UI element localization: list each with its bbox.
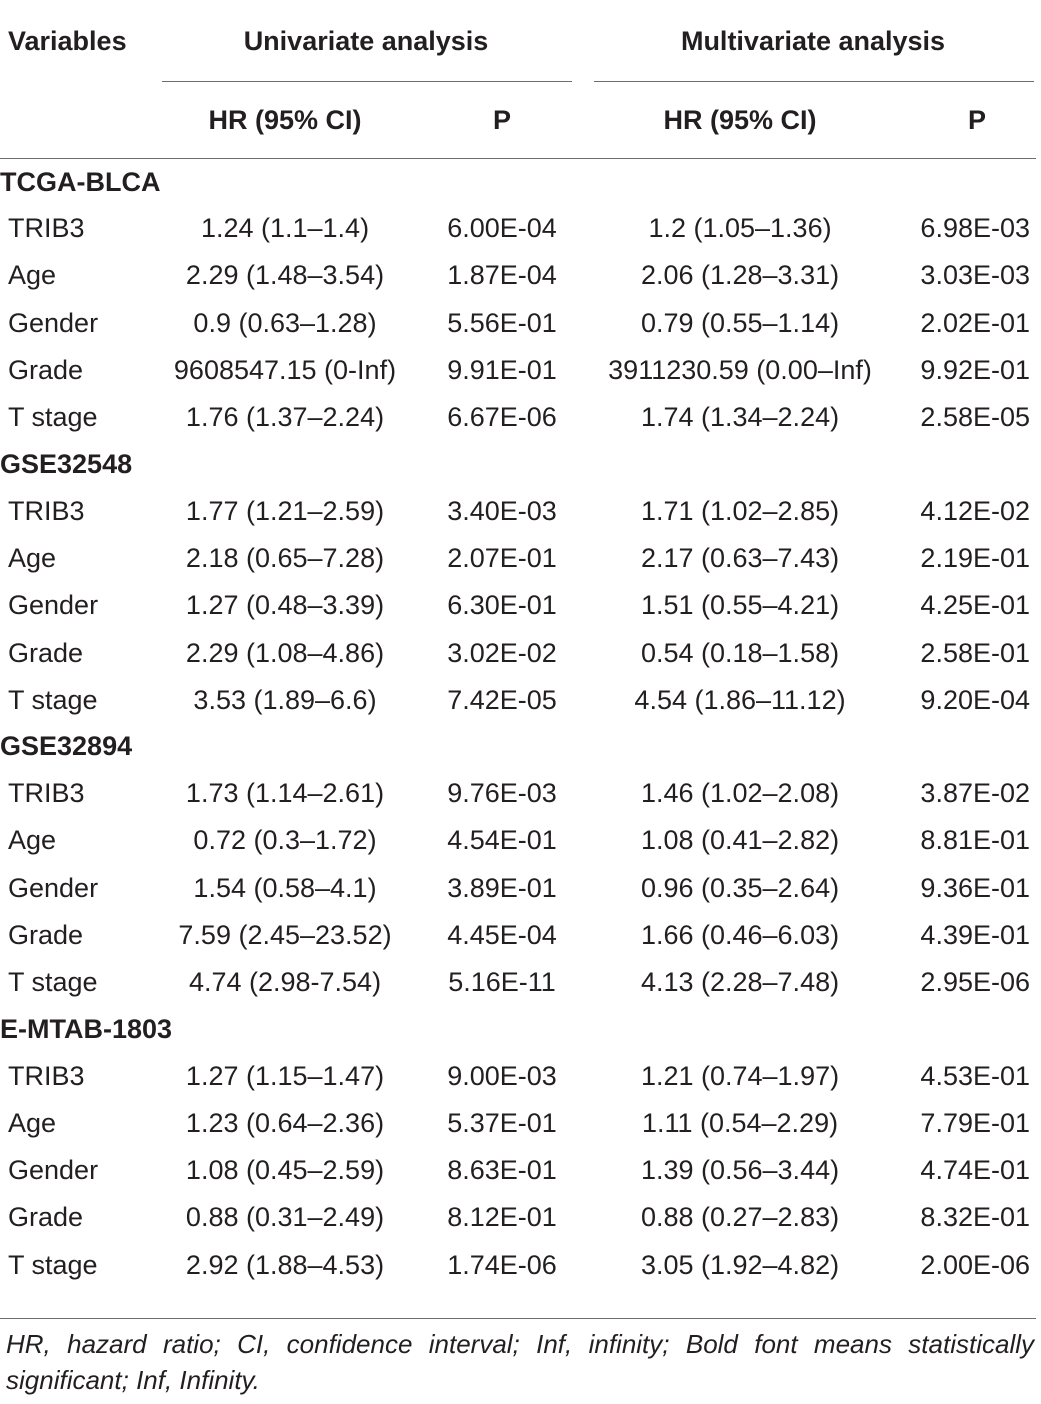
multivariate-hr-cell: 1.2 (1.05–1.36) — [648, 213, 832, 244]
multivariate-p-cell: 4.25E-01 — [920, 590, 1031, 621]
column-gap — [574, 629, 590, 676]
variable-cell: TRIB3 — [8, 778, 85, 809]
column-gap — [574, 959, 590, 1006]
univariate-hr-cell: 4.74 (2.98-7.54) — [188, 967, 382, 998]
table-row — [0, 1100, 1036, 1147]
cohort-header-row — [0, 441, 1036, 487]
table-row — [0, 1147, 1036, 1194]
univariate-hr-cell: 0.9 (0.63–1.28) — [193, 307, 377, 338]
multivariate-p-cell: 2.95E-06 — [920, 967, 1031, 998]
multivariate-header — [590, 0, 1036, 82]
univariate-hr-cell: 2.92 (1.88–4.53) — [185, 1249, 385, 1280]
univariate-hr-cell: 1.77 (1.21–2.59) — [185, 495, 385, 526]
multivariate-hr-cell: 1.46 (1.02–2.08) — [640, 778, 840, 809]
multivariate-hr-cell: 1.39 (0.56–3.44) — [640, 1155, 840, 1186]
table-row — [0, 252, 1036, 299]
univariate-hr-cell: 2.29 (1.08–4.86) — [185, 637, 385, 668]
univariate-hr-cell: 3.53 (1.89–6.6) — [193, 684, 377, 715]
column-gap — [574, 677, 590, 724]
univariate-p-cell: 3.02E-02 — [447, 637, 557, 668]
column-gap — [574, 582, 590, 629]
multivariate-p-cell: 4.74E-01 — [920, 1155, 1031, 1186]
multivariate-header-label: Multivariate analysis — [680, 25, 946, 56]
variable-cell: Gender — [8, 872, 99, 903]
multivariate-p-cell: 2.58E-05 — [920, 402, 1031, 433]
table-row — [0, 1242, 1036, 1289]
cohort-name: GSE32894 — [0, 731, 133, 762]
table-row — [0, 865, 1036, 912]
variable-cell: Grade — [8, 355, 84, 386]
univariate-p-cell: 1.74E-06 — [447, 1249, 557, 1280]
table-footnote: HR, hazard ratio; CI, confidence interval; Inf, infinity; Bold font means statistically significant; Inf, Infinity. — [6, 1329, 1034, 1395]
table-row — [0, 959, 1036, 1006]
column-gap — [574, 865, 590, 912]
univariate-hr-cell: 9608547.15 (0-Inf) — [173, 355, 397, 386]
univariate-p-cell: 4.54E-01 — [447, 825, 557, 856]
multivariate-hr-cell: 0.54 (0.18–1.58) — [640, 637, 840, 668]
univariate-header — [158, 0, 574, 82]
variable-cell: Gender — [8, 1155, 99, 1186]
univariate-p-cell: 3.40E-03 — [447, 495, 557, 526]
multi-hr-header: HR (95% CI) — [590, 82, 890, 159]
univariate-p-cell: 6.67E-06 — [447, 402, 557, 433]
univariate-p-cell: 2.07E-01 — [447, 542, 557, 573]
table-row — [0, 1194, 1036, 1241]
univariate-p-cell: 8.12E-01 — [447, 1202, 557, 1233]
univariate-p-cell: 4.45E-04 — [447, 920, 557, 950]
variable-cell: Age — [8, 1107, 57, 1138]
column-gap — [574, 1194, 590, 1241]
univariate-rule — [162, 81, 572, 82]
multivariate-hr-cell: 2.06 (1.28–3.31) — [640, 260, 840, 291]
table-row — [0, 677, 1036, 724]
multivariate-p-cell: 7.79E-01 — [920, 1107, 1031, 1138]
univariate-hr-cell: 1.54 (0.58–4.1) — [193, 872, 377, 903]
multivariate-p-cell: 4.53E-01 — [920, 1060, 1031, 1091]
column-gap — [574, 394, 590, 441]
univariate-p-cell: 9.76E-03 — [447, 778, 557, 809]
univariate-p-cell: 5.56E-01 — [447, 307, 557, 338]
column-gap — [574, 1052, 590, 1099]
variable-cell: T stage — [8, 967, 98, 998]
univariate-hr-cell: 1.73 (1.14–2.61) — [185, 778, 385, 809]
variable-cell: Grade — [8, 637, 84, 668]
column-gap — [574, 1242, 590, 1289]
multivariate-hr-cell: 4.13 (2.28–7.48) — [640, 967, 840, 998]
multivariate-hr-cell: 0.88 (0.27–2.83) — [640, 1202, 840, 1233]
variable-cell: Age — [8, 825, 57, 856]
column-gap — [574, 912, 590, 959]
multivariate-hr-cell: 3911230.59 (0.00–Inf) — [608, 355, 872, 386]
column-gap — [574, 535, 590, 582]
header-gap — [574, 0, 590, 82]
univariate-header-label: Univariate analysis — [243, 25, 489, 56]
multivariate-hr-cell: 1.08 (0.41–2.82) — [640, 825, 840, 856]
variable-cell: Gender — [8, 590, 99, 621]
header-row-columns — [0, 82, 1036, 159]
multivariate-hr-cell: 3.05 (1.92–4.82) — [640, 1249, 840, 1280]
variable-cell: TRIB3 — [8, 213, 85, 244]
multivariate-p-cell: 2.58E-01 — [920, 637, 1031, 668]
univariate-hr-cell: 1.23 (0.64–2.36) — [185, 1107, 385, 1138]
multivariate-hr-cell: 1.74 (1.34–2.24) — [640, 402, 840, 433]
column-gap — [574, 1100, 590, 1147]
table-row — [0, 629, 1036, 676]
multi-p-header: P — [890, 82, 1036, 159]
multivariate-p-cell: 4.39E-01 — [920, 920, 1031, 950]
univariate-hr-cell: 1.76 (1.37–2.24) — [185, 402, 385, 433]
variable-cell: Gender — [8, 307, 99, 338]
cohort-header-row — [0, 1006, 1036, 1052]
table-bottom-rule — [0, 1318, 1036, 1319]
variable-cell: TRIB3 — [8, 495, 85, 526]
multivariate-hr-cell: 1.11 (0.54–2.29) — [641, 1107, 839, 1138]
uni-p-header: P — [412, 82, 574, 159]
variable-cell: T stage — [8, 1249, 98, 1280]
table-row — [0, 770, 1036, 817]
univariate-hr-cell: 1.27 (0.48–3.39) — [185, 590, 385, 621]
multivariate-hr-cell: 1.71 (1.02–2.85) — [640, 495, 840, 526]
table-row — [0, 582, 1036, 629]
header-gap-2 — [574, 82, 590, 159]
table-row — [0, 535, 1036, 582]
table-row — [0, 347, 1036, 394]
univariate-p-cell: 5.16E-11 — [448, 967, 556, 998]
table-row — [0, 817, 1036, 864]
univariate-p-cell: 5.37E-01 — [447, 1107, 557, 1138]
header-blank — [0, 82, 158, 159]
column-gap — [574, 1147, 590, 1194]
multivariate-p-cell: 9.92E-01 — [920, 355, 1031, 386]
table-row — [0, 912, 1036, 959]
univariate-hr-cell: 0.72 (0.3–1.72) — [193, 825, 377, 856]
cohort-name: TCGA-BLCA — [0, 166, 161, 197]
univariate-hr-cell: 2.29 (1.48–3.54) — [185, 260, 385, 291]
variable-cell: T stage — [8, 402, 98, 433]
univariate-hr-cell: 0.88 (0.31–2.49) — [185, 1202, 385, 1233]
univariate-p-cell: 6.30E-01 — [447, 590, 557, 621]
header-row-groups — [0, 0, 1036, 82]
univariate-hr-cell: 7.59 (2.45–23.52) — [178, 920, 392, 950]
univariate-p-cell: 3.89E-01 — [447, 872, 557, 903]
univariate-p-cell: 8.63E-01 — [447, 1155, 557, 1186]
multivariate-p-cell: 6.98E-03 — [920, 213, 1031, 244]
cohort-header-row — [0, 724, 1036, 770]
multivariate-p-cell: 9.20E-04 — [920, 684, 1031, 715]
table-row — [0, 1052, 1036, 1099]
univariate-p-cell: 7.42E-05 — [447, 684, 557, 715]
multivariate-hr-cell: 0.96 (0.35–2.64) — [640, 872, 840, 903]
multivariate-rule — [594, 81, 1034, 82]
uni-hr-header: HR (95% CI) — [158, 82, 412, 159]
cohort-name: E-MTAB-1803 — [0, 1013, 173, 1044]
table-body — [0, 159, 1036, 1289]
variable-cell: Grade — [8, 920, 84, 950]
table-row — [0, 394, 1036, 441]
univariate-hr-cell: 1.24 (1.1–1.4) — [200, 213, 370, 244]
variable-cell: Age — [8, 260, 57, 291]
multivariate-p-cell: 4.12E-02 — [920, 495, 1031, 526]
column-gap — [574, 347, 590, 394]
univariate-hr-cell: 2.18 (0.65–7.28) — [185, 542, 385, 573]
column-gap — [574, 252, 590, 299]
multivariate-p-cell: 9.36E-01 — [920, 872, 1031, 903]
multivariate-hr-cell: 2.17 (0.63–7.43) — [640, 542, 840, 573]
multivariate-hr-cell: 1.66 (0.46–6.03) — [640, 920, 840, 950]
column-gap — [574, 205, 590, 252]
multivariate-p-cell: 3.03E-03 — [920, 260, 1031, 291]
multivariate-p-cell: 8.32E-01 — [920, 1202, 1031, 1233]
multivariate-hr-cell: 1.21 (0.74–1.97) — [640, 1060, 840, 1091]
multivariate-p-cell: 2.19E-01 — [920, 542, 1031, 573]
variable-cell: T stage — [8, 684, 98, 715]
multivariate-p-cell: 3.87E-02 — [920, 778, 1031, 809]
column-gap — [574, 817, 590, 864]
variable-cell: Grade — [8, 1202, 84, 1233]
column-gap — [574, 300, 590, 347]
univariate-p-cell: 1.87E-04 — [447, 260, 557, 291]
univariate-p-cell: 6.00E-04 — [447, 213, 557, 244]
table-row — [0, 487, 1036, 534]
univariate-hr-cell: 1.08 (0.45–2.59) — [185, 1155, 385, 1186]
cohort-name: GSE32548 — [0, 448, 133, 479]
variable-cell: Age — [8, 542, 57, 573]
multivariate-p-cell: 8.81E-01 — [920, 825, 1031, 856]
univariate-p-cell: 9.91E-01 — [447, 355, 557, 386]
table-row — [0, 205, 1036, 252]
multivariate-hr-cell: 4.54 (1.86–11.12) — [634, 684, 846, 715]
univariate-p-cell: 9.00E-03 — [447, 1060, 557, 1091]
column-gap — [574, 770, 590, 817]
variables-header: Variables — [8, 25, 127, 56]
variable-cell: TRIB3 — [8, 1060, 85, 1091]
table-row — [0, 300, 1036, 347]
multivariate-hr-cell: 0.79 (0.55–1.14) — [640, 307, 840, 338]
cohort-header-row — [0, 159, 1036, 206]
multivariate-p-cell: 2.00E-06 — [920, 1249, 1031, 1280]
multivariate-p-cell: 2.02E-01 — [920, 307, 1031, 338]
multivariate-hr-cell: 1.51 (0.55–4.21) — [640, 590, 840, 621]
univariate-hr-cell: 1.27 (1.15–1.47) — [185, 1060, 385, 1091]
column-gap — [574, 487, 590, 534]
